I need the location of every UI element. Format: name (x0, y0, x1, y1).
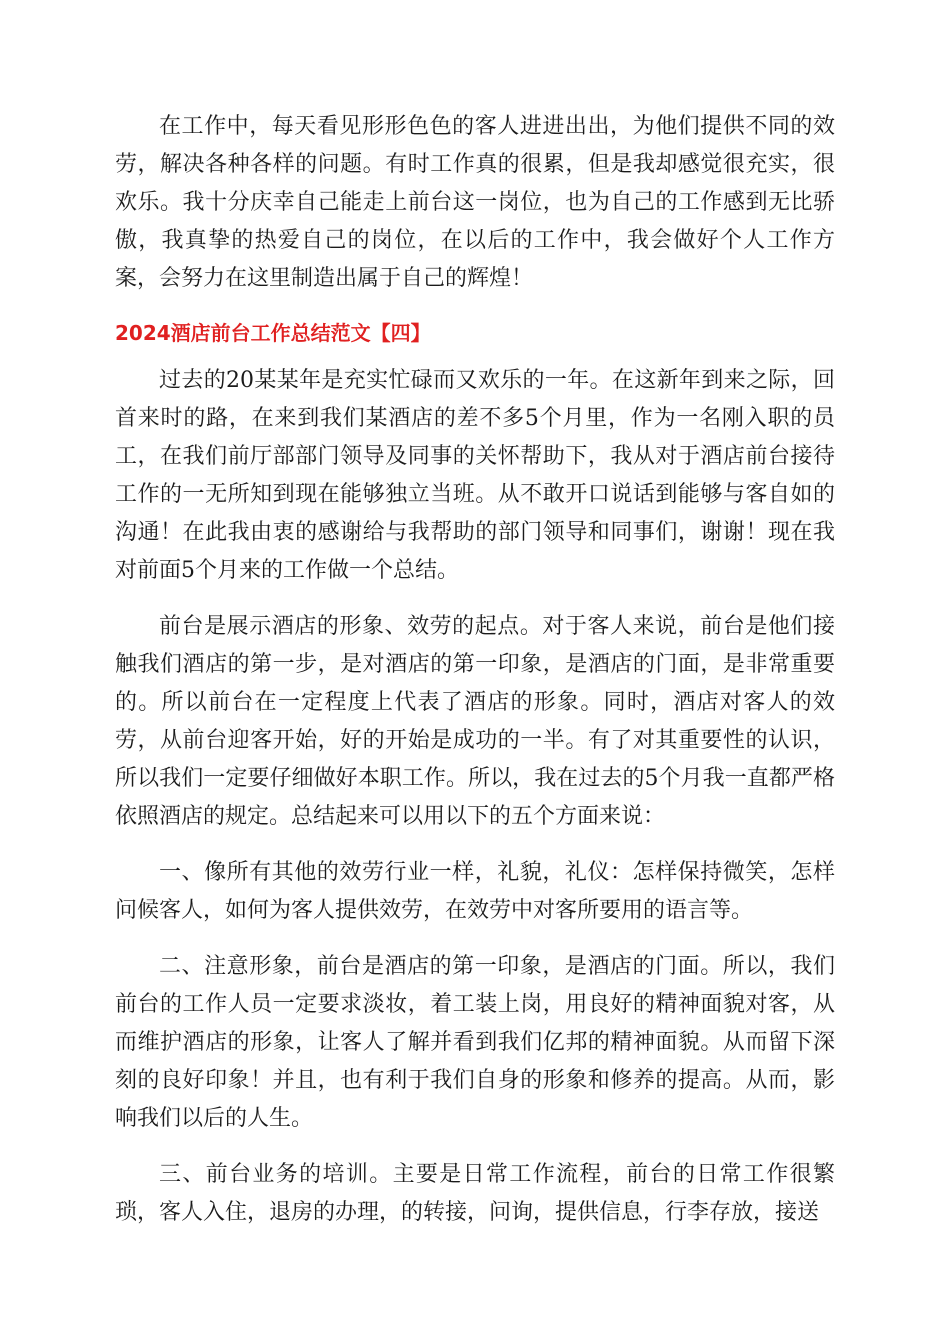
paragraph-1: 过去的20某某年是充实忙碌而又欢乐的一年。在这新年到来之际，回首来时的路，在来到我们某酒店的差不多5个月里，作为一名刚入职的员工，在我们前厅部部门领导及同事的关怀帮助下，我从对于酒店前台接待工作的一无所知到现在能够独立当班。从不敢开口说话到能够与客自如的沟通！在此我由衷的感谢给与我帮助的部门领导和同事们，谢谢！现在我对前面5个月来的工作做一个总结。 (115, 368, 835, 583)
document-page (115, 108, 835, 1250)
section-heading: 2024酒店前台工作总结范文【四】 (115, 321, 431, 345)
paragraph-intro: 在工作中，每天看见形形色色的客人进进出出，为他们提供不同的效劳，解决各种各样的问题。有时工作真的很累，但是我却感觉很充实，很欢乐。我十分庆幸自己能走上前台这一岗位，也为自己的工作感到无比骄傲，我真挚的热爱自己的岗位，在以后的工作中，我会做好个人工作方案，会努力在这里制造出属于自己的辉煌！ (115, 114, 835, 291)
paragraph-3: 一、像所有其他的效劳行业一样，礼貌，礼仪：怎样保持微笑，怎样问候客人，如何为客人提供效劳，在效劳中对客所要用的语言等。 (115, 860, 835, 923)
paragraph-2: 前台是展示酒店的形象、效劳的起点。对于客人来说，前台是他们接触我们酒店的第一步，是对酒店的第一印象，是酒店的门面，是非常重要的。所以前台在一定程度上代表了酒店的形象。同时，酒店对客人的效劳，从前台迎客开始，好的开始是成功的一半。有了对其重要性的认识，所以我们一定要仔细做好本职工作。所以，我在过去的5个月我一直都严格依照酒店的规定。总结起来可以用以下的五个方面来说： (115, 614, 835, 829)
paragraph-4: 二、注意形象，前台是酒店的第一印象，是酒店的门面。所以，我们前台的工作人员一定要求淡妆，着工装上岗，用良好的精神面貌对客，从而维护酒店的形象，让客人了解并看到我们亿邦的精神面貌。从而留下深刻的良好印象！并且，也有利于我们自身的形象和修养的提高。从而，影响我们以后的人生。 (115, 954, 835, 1131)
paragraph-5: 三、前台业务的培训。主要是日常工作流程，前台的日常工作很繁琐，客人入住，退房的办理，的转接，问询，提供信息，行李存放，接送 (115, 1162, 835, 1225)
